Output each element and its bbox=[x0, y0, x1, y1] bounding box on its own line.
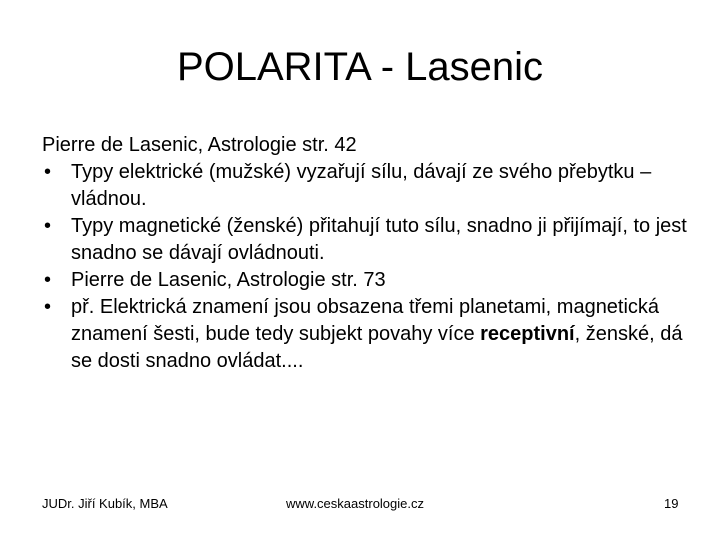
bullet-item bbox=[42, 294, 692, 375]
bullet-icon: • bbox=[44, 269, 52, 291]
slide-title: POLARITA - Lasenic bbox=[176, 45, 544, 89]
bullet-item bbox=[42, 159, 692, 213]
bullet-text-before: př. Elektrická znamení jsou obsazena třemi planetami, magnetická znamení šesti, bude tedy subjekt povahy více bbox=[71, 296, 660, 345]
bullet-text: Typy elektrické (mužské) vyzařují sílu, dávají ze svého přebytku – vládnou. bbox=[71, 161, 652, 210]
page-number: 19 bbox=[664, 496, 679, 511]
bullet-list bbox=[42, 159, 692, 375]
bullet-text bbox=[71, 296, 682, 372]
bullet-text: Typy magnetické (ženské) přitahují tuto sílu, snadno ji přijímají, to jest snadno se dávají ovládnouti. bbox=[71, 215, 687, 264]
bullet-text-after: , ženské, dá se dosti snadno ovládat.... bbox=[71, 323, 683, 372]
footer-author: JUDr. Jiří Kubík, MBA bbox=[42, 496, 168, 511]
intro-line: Pierre de Lasenic, Astrologie str. 42 bbox=[42, 134, 357, 156]
bullet-icon: • bbox=[44, 215, 52, 237]
bullet-icon: • bbox=[44, 296, 52, 318]
slide-body bbox=[42, 132, 692, 375]
bullet-item bbox=[42, 213, 692, 267]
bullet-icon: • bbox=[44, 161, 52, 183]
bullet-text-bold: receptivní bbox=[480, 323, 575, 345]
footer-website: www.ceskaastrologie.cz bbox=[286, 496, 424, 511]
bullet-text: Pierre de Lasenic, Astrologie str. 73 bbox=[71, 269, 386, 291]
bullet-item bbox=[42, 267, 692, 294]
